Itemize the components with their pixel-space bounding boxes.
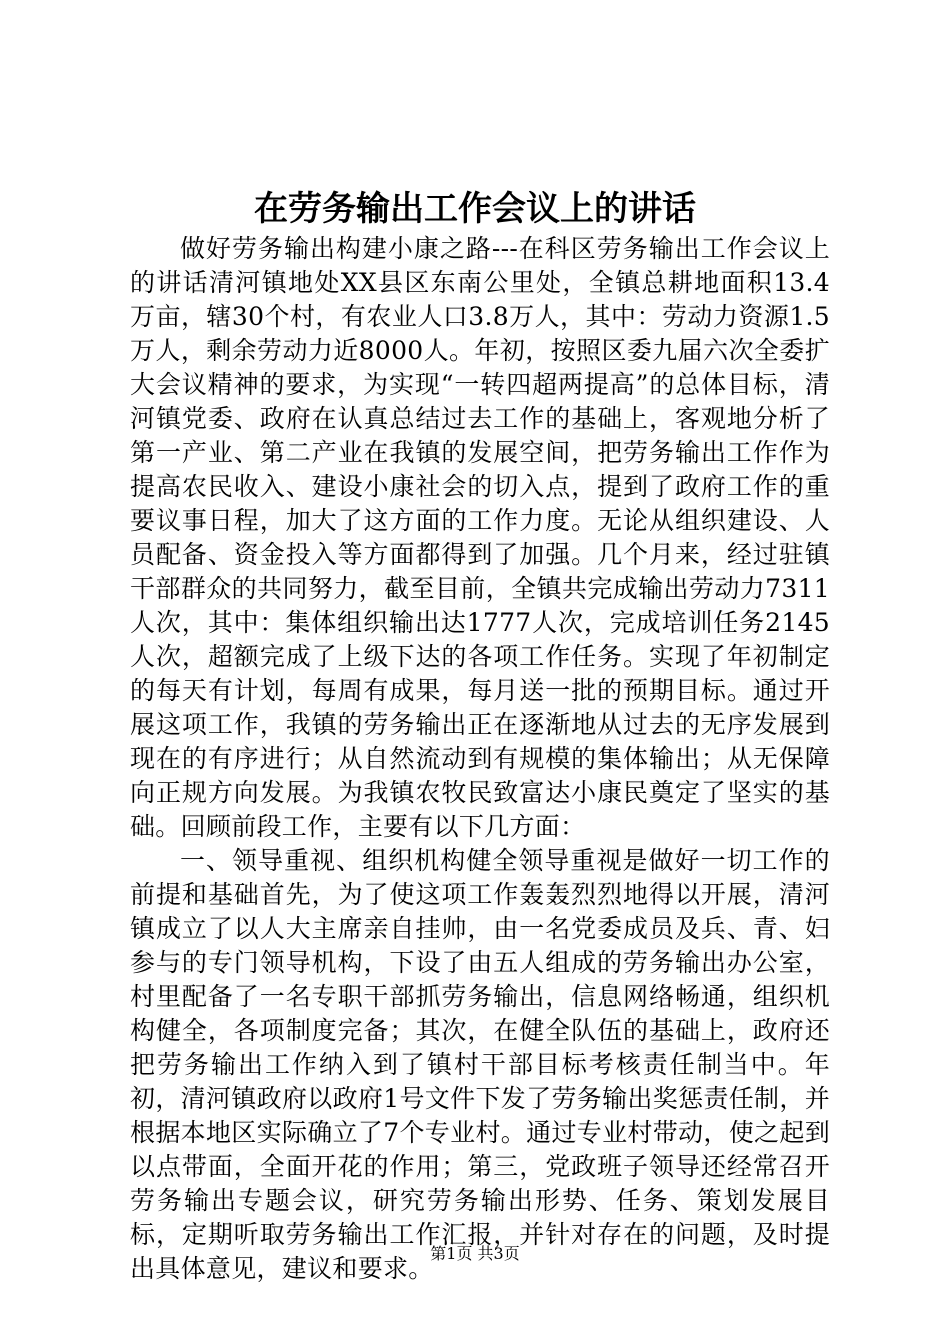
page-number-footer: 第1页 共3页 bbox=[430, 1244, 520, 1263]
paragraph-intro: 做好劳务输出构建小康之路---在科区劳务输出工作会议上的讲话清河镇地处XX县区东南公里处，全镇总耕地面积13.4万亩，辖30个村，有农业人口3.8万人，其中：劳动力资源1.5万人，剩余劳动力近8000人。年初，按照区委九届六次全委扩大会议精神的要求，为实现“一转四超两提高”的总体目标，清河镇党委、政府在认真总结过去工作的基础上，客观地分析了第一产业、第二产业在我镇的发展空间，把劳务输出工作作为提高农民收入、建设小康社会的切入点，提到了政府工作的重要议事日程，加大了这方面的工作力度。无论从组织建设、人员配备、资金投入等方面都得到了加强。几个月来，经过驻镇干部群众的共同努力，截至目前，全镇共完成输出劳动力7311人次，其中：集体组织输出达1777人次，完成培训任务2145人次，超额完成了上级下达的各项工作任务。实现了年初制定的每天有计划，每周有成果，每月送一批的预期目标。通过开展这项工作，我镇的劳务输出正在逐渐地从过去的无序发展到现在的有序进行；从自然流动到有规模的集体输出；从无保障向正规方向发展。为我镇农牧民致富达小康民奠定了坚实的基础。回顾前段工作，主要有以下几方面： bbox=[130, 234, 830, 841]
document-title: 在劳务输出工作会议上的讲话 bbox=[254, 189, 696, 229]
document-body bbox=[130, 232, 830, 1286]
paragraph-section-one: 一、领导重视、组织机构健全领导重视是做好一切工作的前提和基础首先，为了使这项工作轰轰烈烈地得以开展，清河镇成立了以人大主席亲自挂帅，由一名党委成员及兵、青、妇参与的专门领导机构，下设了由五人组成的劳务输出办公室，村里配备了一名专职干部抓劳务输出，信息网络畅通，组织机构健全，各项制度完备；其次，在健全队伍的基础上，政府还把劳务输出工作纳入到了镇村干部目标考核责任制当中。年初，清河镇政府以政府1号文件下发了劳务输出奖惩责任制，并根据本地区实际确立了7个专业村。通过专业村带动，使之起到以点带面，全面开花的作用；第三，党政班子领导还经常召开劳务输出专题会议，研究劳务输出形势、任务、策划发展目标，定期听取劳务输出工作汇报，并针对存在的问题，及时提出具体意见，建议和要求。 bbox=[130, 846, 830, 1283]
